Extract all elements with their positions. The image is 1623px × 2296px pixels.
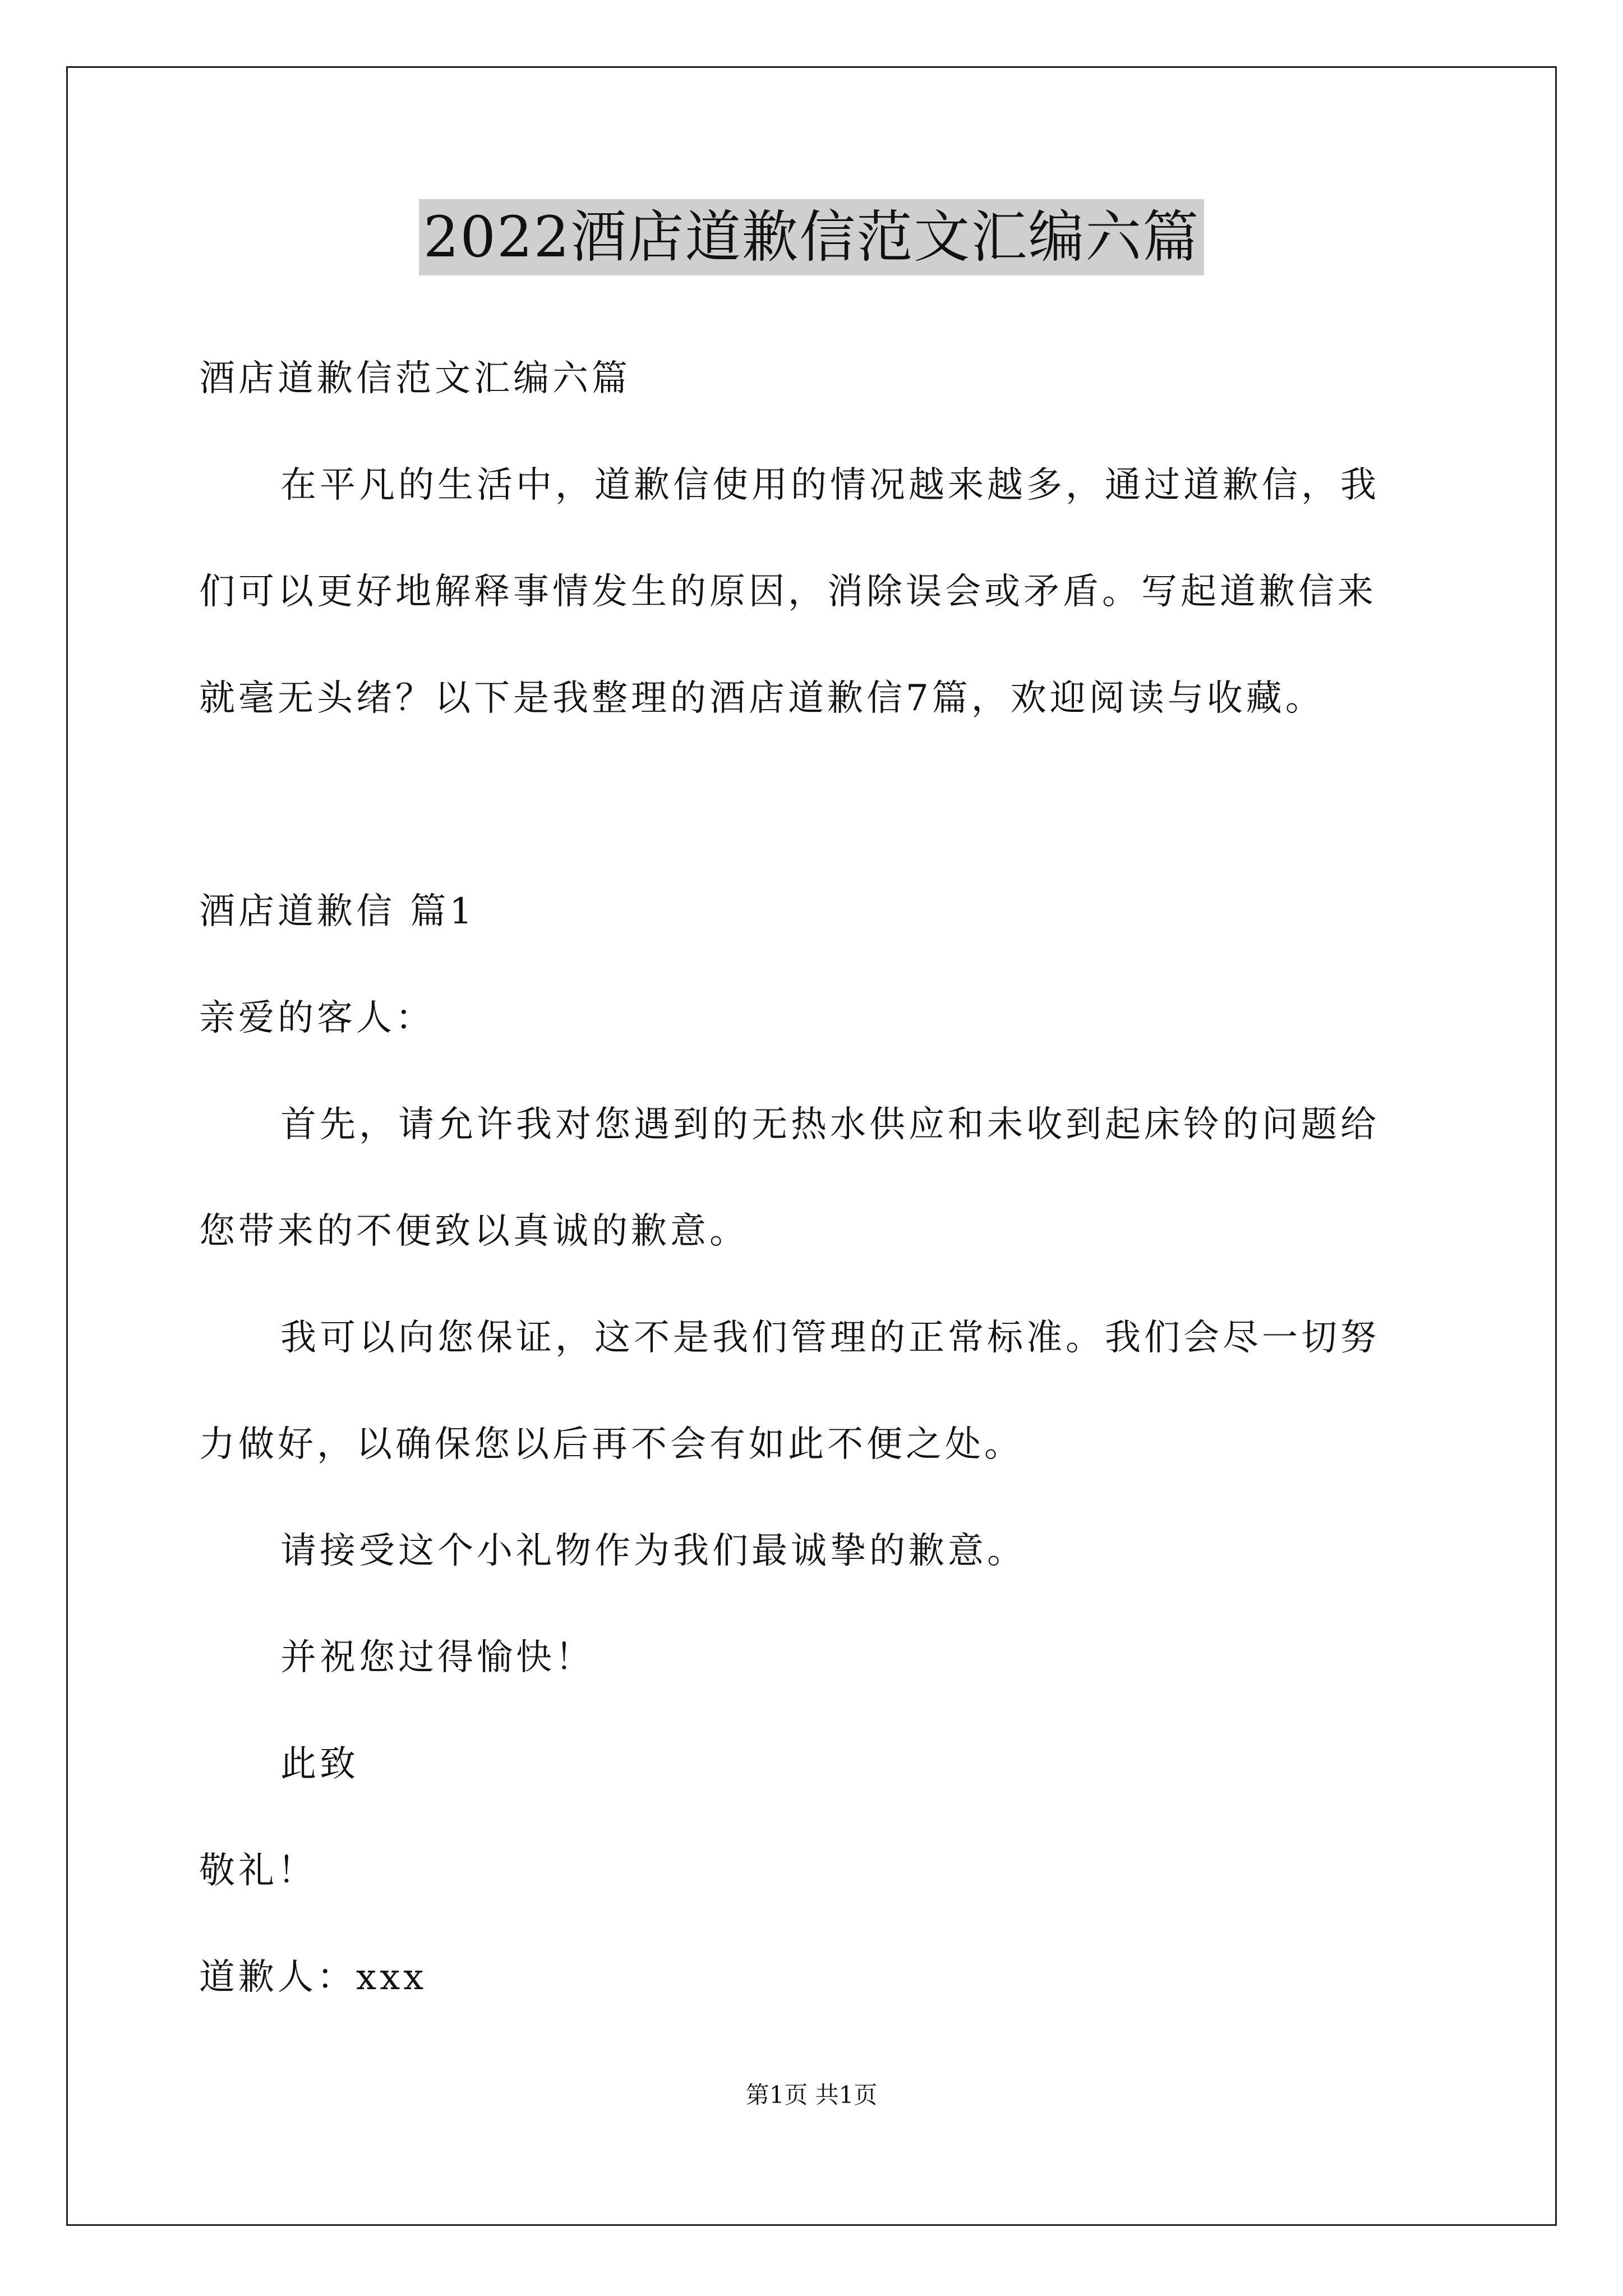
paragraph-line: 首先，请允许我对您遇到的无热水供应和未收到起床铃的问题给 <box>280 1104 1380 1145</box>
paragraph-line: 您带来的不便致以真诚的歉意。 <box>199 1211 749 1252</box>
subtitle-line: 酒店道歉信范文汇编六篇 <box>199 358 631 399</box>
closing-line: 此致 <box>280 1743 359 1785</box>
paragraph-line: 就毫无头绪？以下是我整理的酒店道歉信7篇，欢迎阅读与收藏。 <box>199 678 1325 719</box>
title-container <box>0 199 1623 275</box>
paragraph-line: 在平凡的生活中，道歉信使用的情况越来越多，通过道歉信，我 <box>280 464 1380 506</box>
paragraph-line: 并祝您过得愉快！ <box>280 1637 594 1678</box>
signature-line: 道歉人：xxx <box>199 1957 427 1998</box>
paragraph-line: 我可以向您保证，这不是我们管理的正常标准。我们会尽一切努 <box>280 1317 1380 1359</box>
paragraph-line: 力做好，以确保您以后再不会有如此不便之处。 <box>199 1424 1023 1465</box>
page-footer: 第1页 共1页 <box>745 2081 878 2109</box>
salutation-line: 亲爱的客人： <box>199 997 435 1039</box>
paragraph-line: 们可以更好地解释事情发生的原因，消除误会或矛盾。写起道歉信来 <box>199 571 1377 613</box>
paragraph-line: 请接受这个小礼物作为我们最诚挚的歉意。 <box>280 1530 1026 1572</box>
section-heading: 酒店道歉信 篇1 <box>199 891 476 932</box>
page-title: 2022酒店道歉信范文汇编六篇 <box>419 199 1205 275</box>
closing-line: 敬礼！ <box>199 1850 317 1892</box>
